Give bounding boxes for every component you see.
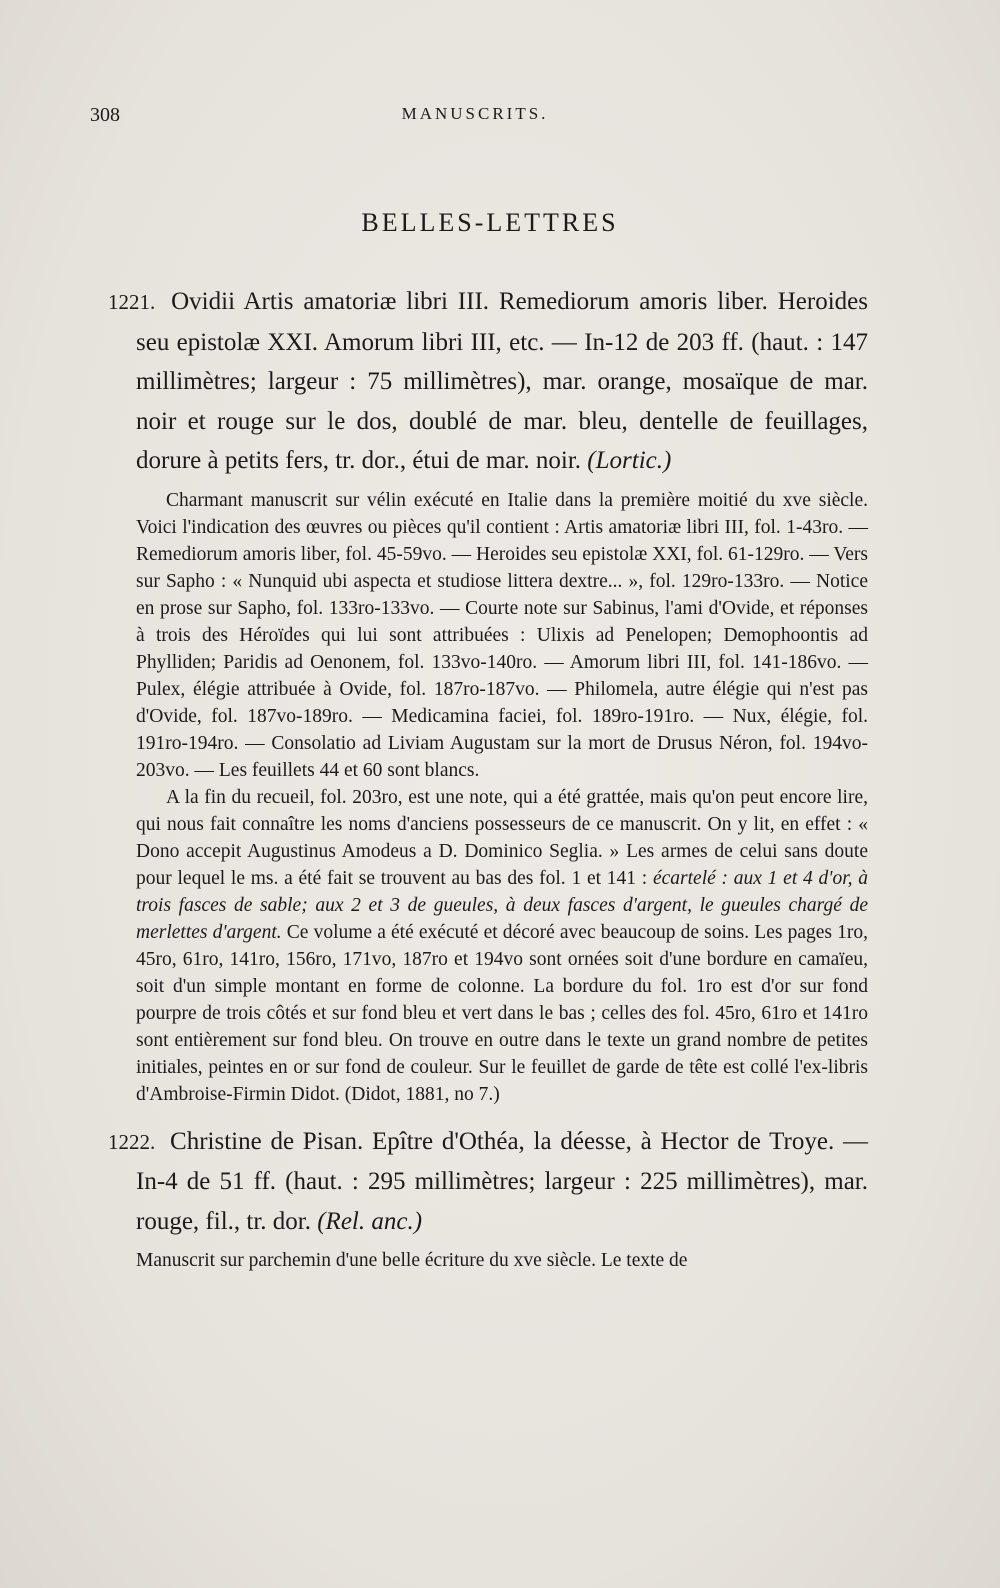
catalogue-entry	[108, 282, 868, 1108]
note-text: Ce volume a été exécuté et décoré avec beaucoup de soins. Les pages 1ro, 45ro, 61ro, 141ro, 156ro, 171vo, 187ro et 194vo sont ornées soit d'une bordure en camaïeu, soit d'un simple montant en forme de colonne. La bordure du fol. 1ro est d'or sur fond pourpre de trois côtés et sur fond bleu et vert dans le bas ; celles des fol. 45ro, 61ro et 141ro sont entièrement sur fond bleu. On trouve en outre dans le texte un grand nombre de petites initiales, peintes en or sur fond de couleur. Sur le feuillet de garde de tête est collé l'ex-libris d'Ambroise-Firmin Didot. (Didot, 1881, no 7.)	[136, 921, 868, 1105]
entry-binder: (Rel. anc.)	[317, 1207, 423, 1235]
running-head	[90, 104, 860, 134]
entry-heading	[108, 282, 868, 481]
entry-note	[108, 784, 868, 1108]
entry-number: 1222.	[108, 1129, 156, 1154]
page-number: 308	[90, 104, 120, 126]
entry-heading	[108, 1122, 868, 1242]
entry-number: 1221.	[108, 290, 156, 314]
note-text: A la fin du recueil, fol. 203ro, est une note, qui a été grattée, mais qu'on peut encore lire, qui nous fait connaître les noms d'anciens possesseurs de ce manuscrit. On y lit, en effet : « Dono accepit Augustinus Amodeus a D. Dominico Seglia. » Les armes de celui sans doute pour lequel le ms. a été fait se trouvent au bas des fol. 1 et 141 :	[136, 786, 868, 889]
entry-note: Charmant manuscrit sur vélin exécuté en Italie dans la première moitié du xve siècle. Voici l'indication des œuvres ou pièces qu'il contient : Artis amatoriæ libri III, fol. 1-43ro. — Remediorum amoris liber, fol. 45-59vo. — Heroides seu epistolæ XXI, fol. 61-129ro. — Vers sur Sapho : « Nunquid ubi aspecta et studiose littera dextre... », fol. 129ro-133ro. — Notice en prose sur Sapho, fol. 133ro-133vo. — Courte note sur Sabinus, l'ami d'Ovide, et réponses à trois des Héroïdes qui lui sont attribuées : Ulixis ad Penelopen; Demophoontis ad Phylliden; Paridis ad Oenonem, fol. 133vo-140ro. — Amorum libri III, fol. 141-186vo. — Pulex, élégie attribuée à Ovide, fol. 187ro-187vo. — Philomela, autre élégie qui n'est pas d'Ovide, fol. 187vo-189ro. — Medicamina faciei, fol. 189ro-191ro. — Nux, élégie, fol. 191ro-194ro. — Consolatio ad Liviam Augustam sur la mort de Drusus Néron, fol. 194vo-203vo. — Les feuillets 44 et 60 sont blancs.	[136, 489, 868, 781]
heraldic-description: écartelé : aux 1 et 4 d'or, à trois fasces de sable; aux 2 et 3 de gueules, à deux fasces d'argent, le gueules chargé de merlettes d'argent.	[136, 867, 868, 943]
entry-note: Manuscrit sur parchemin d'une belle écriture du xve siècle. Le texte de	[136, 1250, 688, 1271]
entry-description: Christine de Pisan. Epître d'Othéa, la déesse, à Hector de Troye. — In-4 de 51 ff. (haut. : 295 millimètres; largeur : 225 millimètres), mar. rouge, fil., tr. dor.	[136, 1127, 868, 1235]
entry-description: Ovidii Artis amatoriæ libri III. Remediorum amoris liber. Heroides seu epistolæ XXI. Amorum libri III, etc. — In-12 de 203 ff. (haut. : 147 millimètres; largeur : 75 millimètres), mar. orange, mosaïque de mar. noir et rouge sur le dos, doublé de mar. bleu, dentelle de feuillages, dorure à petits fers, tr. dor., étui de mar. noir.	[136, 288, 869, 474]
entry-binder: (Lortic.)	[587, 447, 672, 474]
catalogue-entry	[108, 1122, 868, 1275]
running-title: MANUSCRITS.	[401, 104, 549, 123]
section-title: BELLES-LETTRES	[361, 208, 619, 237]
catalogue-body	[108, 282, 868, 1274]
